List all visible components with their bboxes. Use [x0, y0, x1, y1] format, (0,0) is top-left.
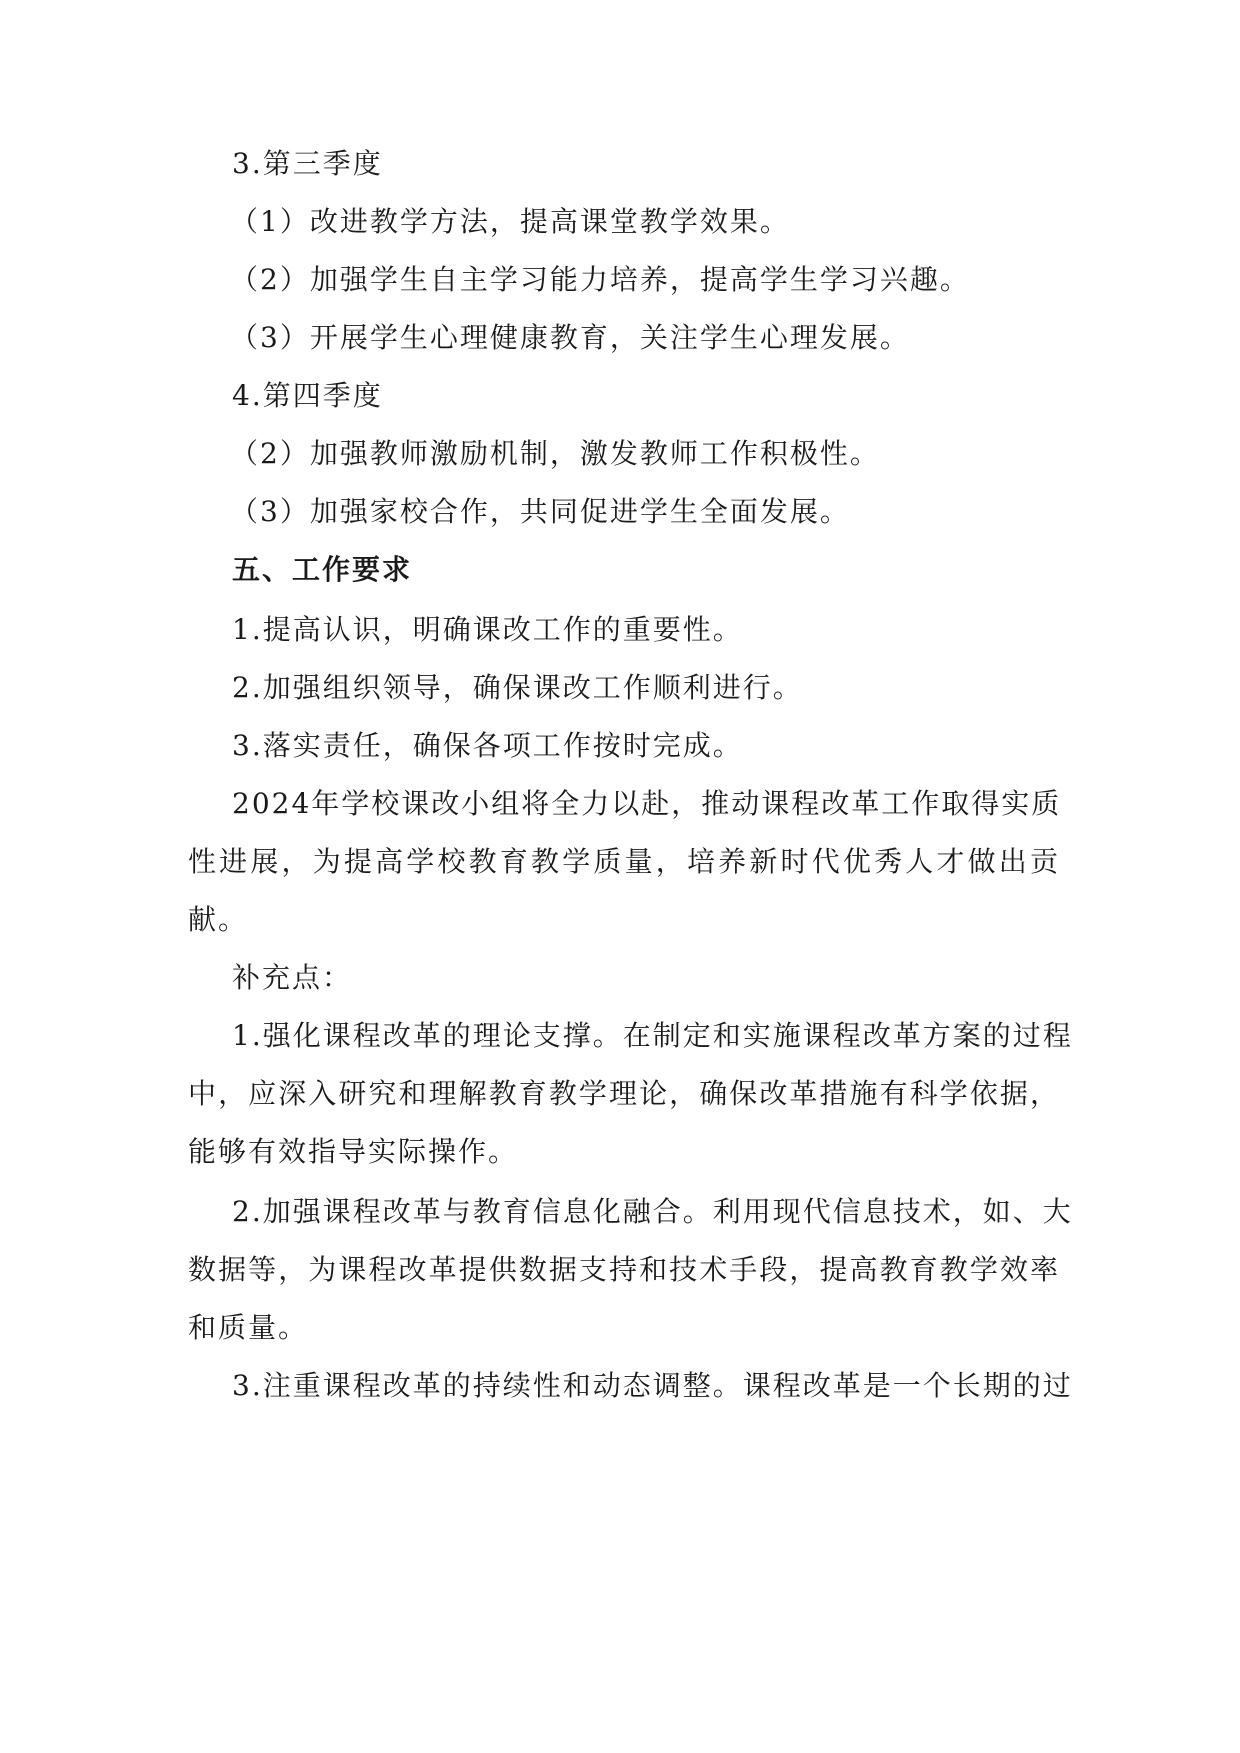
q4-item-2: （2）加强教师激励机制，激发教师工作积极性。 [230, 437, 880, 470]
supplement-2-line-2: 数据等，为课程改革提供数据支持和技术手段，提高教育教学效率 [188, 1253, 1060, 1286]
q4-title: 4.第四季度 [232, 379, 383, 412]
requirement-3: 3.落实责任，确保各项工作按时完成。 [232, 729, 743, 762]
q4-item-3: （3）加强家校合作，共同促进学生全面发展。 [230, 495, 850, 528]
supplement-heading: 补充点： [232, 961, 353, 994]
supplement-1-line-1: 1.强化课程改革的理论支撑。在制定和实施课程改革方案的过程 [232, 1019, 1073, 1052]
q3-item-1: （1）改进教学方法，提高课堂教学效果。 [230, 205, 790, 238]
requirement-1: 1.提高认识，明确课改工作的重要性。 [232, 613, 743, 646]
q3-item-3: （3）开展学生心理健康教育，关注学生心理发展。 [230, 321, 910, 354]
conclusion-line-1: 2024年学校课改小组将全力以赴，推动课程改革工作取得实质 [232, 787, 1062, 820]
supplement-1-line-3: 能够有效指导实际操作。 [188, 1135, 519, 1168]
supplement-2-line-3: 和质量。 [188, 1311, 309, 1344]
requirement-2: 2.加强组织领导，确保课改工作顺利进行。 [232, 671, 803, 704]
q3-item-2: （2）加强学生自主学习能力培养，提高学生学习兴趣。 [230, 263, 970, 296]
supplement-1-line-2: 中，应深入研究和理解教育教学理论，确保改革措施有科学依据， [188, 1077, 1060, 1110]
conclusion-line-3: 献。 [188, 903, 249, 936]
q3-title: 3.第三季度 [232, 147, 383, 180]
section-heading-requirements: 五、工作要求 [232, 553, 413, 586]
supplement-3-line-1: 3.注重课程改革的持续性和动态调整。课程改革是一个长期的过 [232, 1369, 1073, 1402]
supplement-2-line-1: 2.加强课程改革与教育信息化融合。利用现代信息技术，如、大 [232, 1195, 1073, 1228]
conclusion-line-2: 性进展，为提高学校教育教学质量，培养新时代优秀人才做出贡 [188, 845, 1060, 878]
